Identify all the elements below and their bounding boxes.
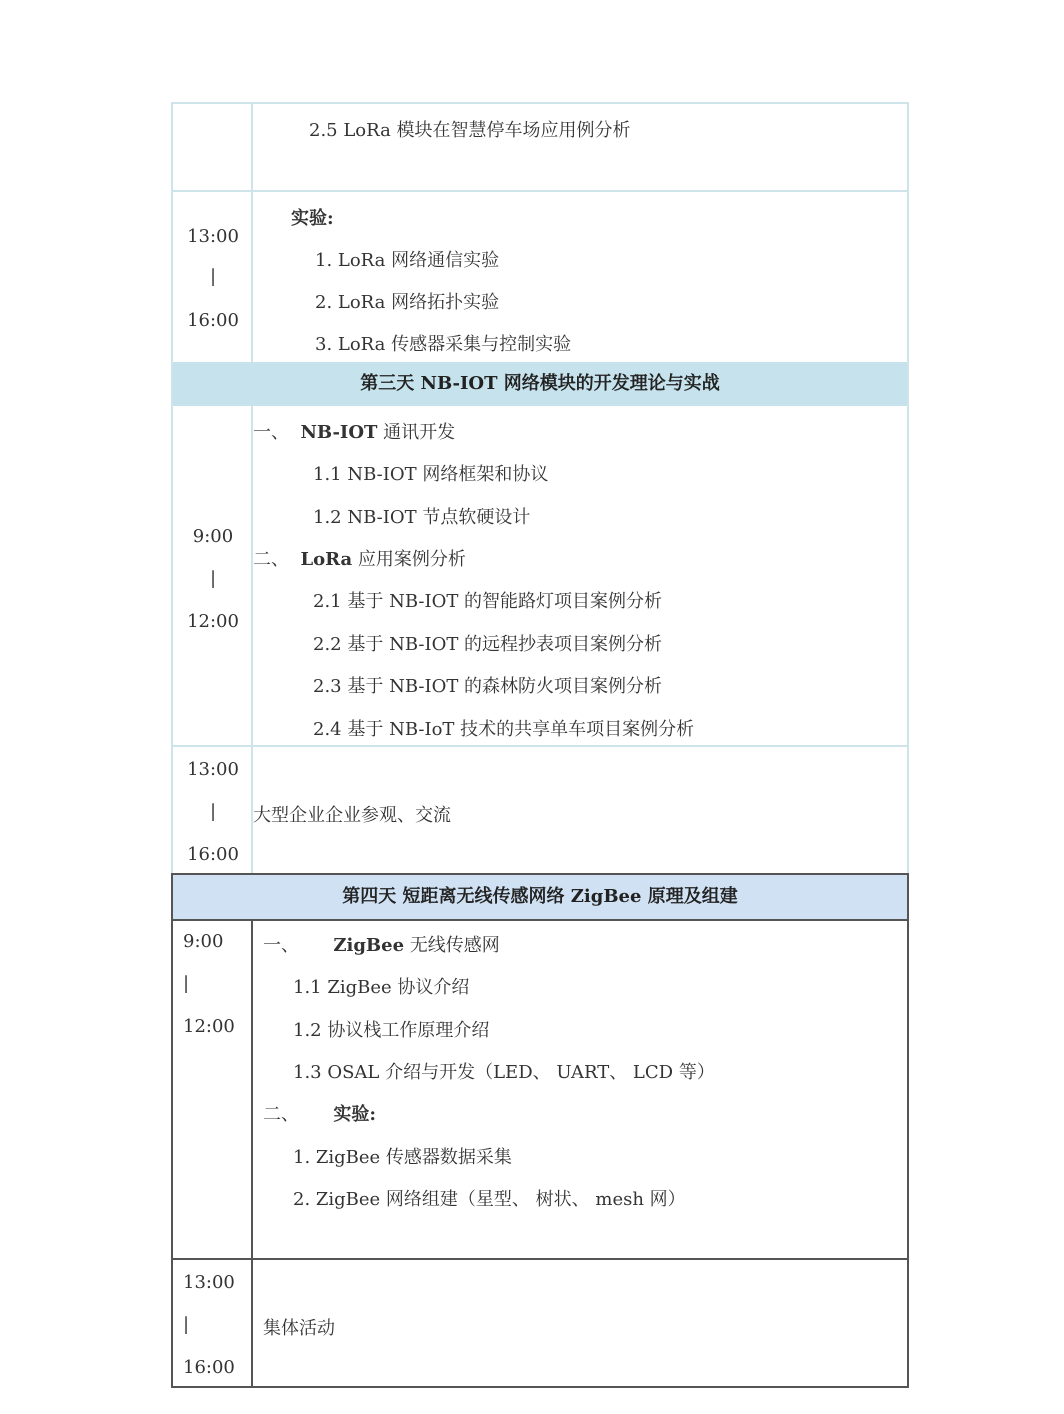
time-separator: | [209,266,217,287]
list-item: 1.1 ZigBee 协议介绍 [293,977,470,998]
time-start: 13:00 [183,1272,235,1293]
time-end: 12:00 [187,611,239,632]
list-item: 2. LoRa 网络拓扑实验 [315,292,500,313]
time-start: 13:00 [187,759,239,780]
list-item: 1.2 协议栈工作原理介绍 [293,1020,490,1041]
section-heading: 二、 LoRa 应用案例分析 [253,549,466,570]
time-start: 9:00 [183,931,224,952]
content-cell [253,104,907,190]
time-end: 12:00 [183,1016,235,1037]
table-row [173,747,907,876]
list-item: 2. ZigBee 网络组建（星型、 树状、 mesh 网） [293,1189,686,1210]
content-cell [253,919,907,1258]
time-separator: | [183,973,190,994]
table-row [173,192,907,362]
list-item: 2.5 LoRa 模块在智慧停车场应用例分析 [309,120,631,141]
content-cell [253,406,907,745]
time-end: 16:00 [183,1357,235,1378]
list-item: 3. LoRa 传感器采集与控制实验 [315,334,572,355]
list-item: 1. LoRa 网络通信实验 [315,250,500,271]
time-cell [173,747,253,876]
table-row [173,919,907,1260]
time-start: 9:00 [192,526,234,547]
time-cell [173,406,253,745]
time-separator: | [183,1314,190,1335]
time-separator: | [209,568,217,589]
table-row [173,1260,907,1386]
table-row [173,104,907,192]
content-cell [253,192,907,362]
section-heading: 一、 ZigBee 无线传感网 [263,935,500,956]
time-cell [173,192,253,362]
day-heading: 第三天 NB-IOT 网络模块的开发理论与实战 [173,362,907,406]
time-separator: | [209,801,217,822]
activity-text: 集体活动 [263,1318,335,1339]
table-row [173,406,907,747]
content-cell [253,1260,907,1386]
list-item: 1.3 OSAL 介绍与开发（LED、 UART、 LCD 等） [293,1062,715,1083]
schedule-table-upper [171,102,909,874]
day-heading: 第四天 短距离无线传感网络 ZigBee 原理及组建 [173,875,907,921]
list-item: 2.2 基于 NB-IOT 的远程抄表项目案例分析 [313,634,663,655]
list-item: 2.3 基于 NB-IOT 的森林防火项目案例分析 [313,676,663,697]
list-item: 1. ZigBee 传感器数据采集 [293,1147,512,1168]
time-end: 16:00 [187,844,239,865]
time-cell [173,1260,253,1386]
activity-text: 大型企业企业参观、交流 [253,805,451,826]
section-heading: 实验: [291,208,334,229]
schedule-table-lower [171,873,909,1388]
content-cell [253,747,907,876]
time-start: 13:00 [187,226,239,247]
list-item: 1.2 NB-IOT 节点软硬设计 [313,507,531,528]
time-cell [173,919,253,1258]
list-item: 2.1 基于 NB-IOT 的智能路灯项目案例分析 [313,591,663,612]
time-cell [173,104,253,190]
time-end: 16:00 [187,310,239,331]
list-item: 1.1 NB-IOT 网络框架和协议 [313,464,549,485]
section-heading: 二、 实验: [263,1104,376,1125]
list-item: 2.4 基于 NB-IoT 技术的共享单车项目案例分析 [313,719,695,740]
section-heading: 一、 NB-IOT 通讯开发 [253,422,456,443]
